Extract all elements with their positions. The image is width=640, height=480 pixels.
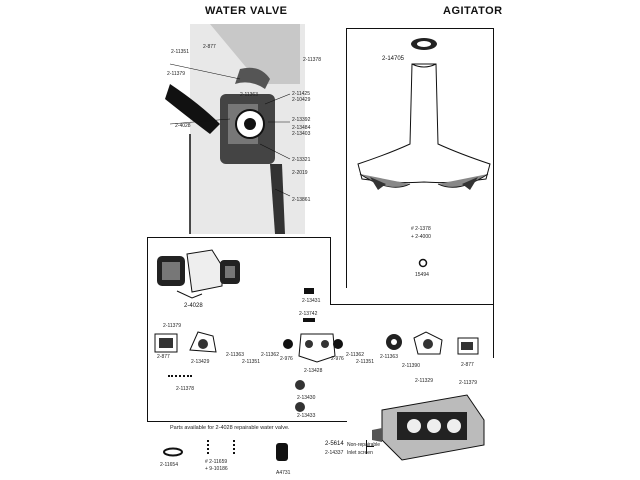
- filter-icon: [274, 441, 290, 463]
- agitator-drawing: [350, 34, 490, 214]
- screws-left-label: 2-11378: [176, 386, 194, 392]
- diaphragm-left-label: 2-976: [280, 356, 293, 362]
- valve-body-label: 2-13428: [304, 368, 323, 374]
- wv-label: 2-13861: [292, 197, 311, 203]
- main-valve-label: 2-4028: [184, 303, 203, 309]
- screw-top-label: 2-13431: [302, 298, 321, 304]
- plug-icon: [303, 318, 315, 322]
- wv-label: 2-11363: [240, 92, 258, 98]
- washer-a-label: 2-13430: [297, 395, 316, 401]
- filter-label: A4731: [276, 470, 291, 476]
- screw-icon: [304, 288, 314, 294]
- plunger-left-label: 2-11362: [261, 352, 279, 358]
- coil-right-drawing: [455, 334, 481, 358]
- coil-right-label: 2-877: [461, 362, 474, 368]
- nonrepairable-valve-photo: [372, 390, 487, 465]
- wv-label: 2-11425: [292, 91, 310, 97]
- screws-b-label: + 9-10186: [205, 466, 228, 472]
- armature-right-label: 2-11390: [402, 363, 420, 369]
- agitator-part-label: + 2-4000: [411, 234, 431, 240]
- wv-label: 2-877: [203, 44, 216, 50]
- wv-label: 2-13484: [292, 125, 311, 131]
- spring-right-label: 2-11363: [380, 354, 398, 360]
- wv-label: 2-13403: [292, 131, 311, 137]
- inlet-text: Inlet screen: [347, 450, 373, 456]
- oring-icon: [162, 447, 184, 457]
- nonrep-part-label: 2-5614: [325, 441, 344, 447]
- bracket-left-screw-label: 2-11379: [163, 323, 181, 329]
- nonrep-text: Non-repairable: [347, 442, 381, 448]
- agitator-oring-label: 15494: [415, 272, 429, 278]
- wv-label: 2-2019: [292, 170, 308, 176]
- washer-icon: [295, 380, 305, 390]
- spring-right-drawing: [382, 332, 406, 352]
- wv-label: 2-13392: [292, 117, 311, 123]
- wv-label: 2-4028: [175, 123, 191, 129]
- plunger-right-label: 2-11362: [346, 352, 364, 358]
- spring-left-label: 2-11363: [226, 352, 244, 358]
- armature-left-label: 2-13429: [191, 359, 210, 365]
- diaphragm-icon: [333, 339, 343, 349]
- wv-label: 2-11351: [171, 49, 189, 55]
- exploded-note: Parts available for 2-4028 repairable water valve.: [170, 425, 290, 431]
- water-valve-header: WATER VALVE: [205, 5, 288, 17]
- screws-a-label: # 2-11659: [205, 459, 228, 465]
- diaphragm-icon: [283, 339, 293, 349]
- agitator-part-label: # 2-1378: [411, 226, 431, 232]
- armature-left-drawing: [188, 330, 218, 356]
- screw-right-label: 2-11379: [459, 380, 477, 386]
- screws-icon: [207, 440, 235, 454]
- plug-top-label: 2-13742: [299, 311, 318, 317]
- screws-icon: [168, 375, 192, 383]
- diaphragm-right-label: 2-976: [331, 356, 344, 362]
- washer-b-label: 2-13433: [297, 413, 316, 419]
- pin-left-label: 2-11351: [242, 359, 260, 365]
- wv-label: 2-11378: [303, 57, 321, 63]
- wv-label: 2-11379: [167, 71, 185, 77]
- wv-label: 2-13321: [292, 157, 311, 163]
- washer-icon: [295, 402, 305, 412]
- main-valve-drawing: [152, 246, 247, 301]
- pin-right-label: 2-11351: [356, 359, 374, 365]
- agitator-header: AGITATOR: [443, 5, 503, 17]
- oring-icon: [418, 258, 428, 268]
- agitator-cap-label: 2-14705: [382, 56, 405, 62]
- armature-right-drawing: [412, 330, 444, 358]
- inlet-part-label: 2-14337: [325, 450, 344, 456]
- oring-label: 2-11654: [160, 462, 178, 468]
- coil-left-label: 2-877: [157, 354, 170, 360]
- wv-label: 2-10429: [292, 97, 311, 103]
- bracket-right-label: 2-11329: [415, 378, 433, 384]
